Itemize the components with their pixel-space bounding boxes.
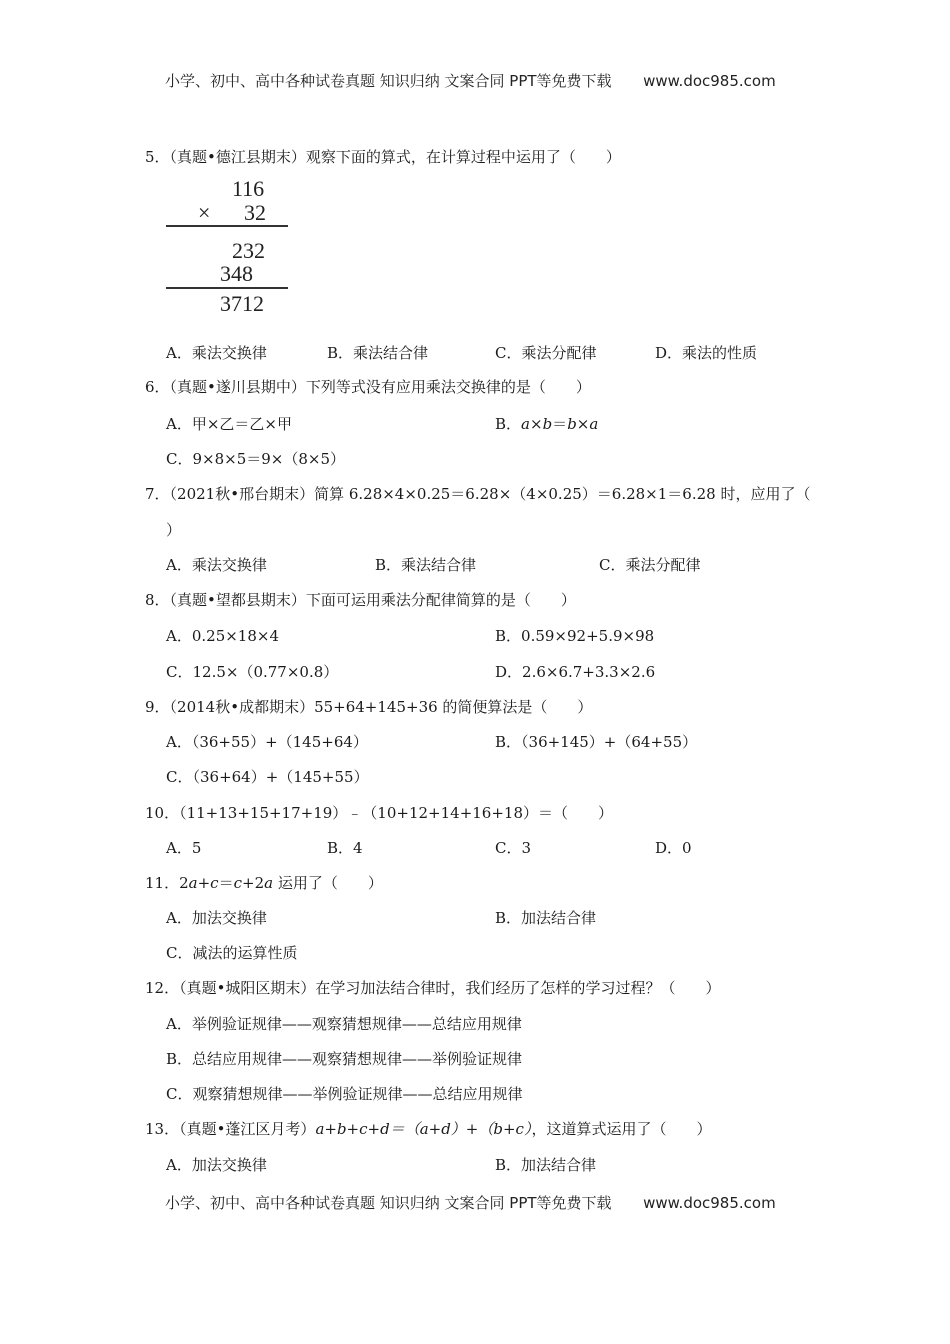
q8-option-a[interactable]: A．0.25×18×4 [166, 627, 279, 645]
q11-option-a[interactable]: A．加法交换律 [166, 909, 267, 927]
var-a: a [188, 874, 198, 892]
q10-option-a[interactable]: A．5 [166, 839, 202, 857]
question-5-stem: 5．（真题•德江县期末）观察下面的算式，在计算过程中运用了（ ） [145, 148, 621, 166]
q6-option-b[interactable] [495, 413, 598, 434]
question-7-stem: 7．（2021秋•邢台期末）简算 6.28×4×0.25＝6.28×（4×0.25）＝6.28×1＝6.28 时，应用了（ [145, 485, 811, 503]
q13-option-a[interactable]: A．加法交换律 [166, 1156, 267, 1174]
question-10-stem: 10．（11+13+15+17+19）﹣（10+12+14+16+18）＝（ ） [145, 804, 614, 822]
q6-option-a[interactable]: A．甲×乙＝乙×甲 [166, 415, 292, 433]
page-footer [165, 1192, 776, 1213]
question-8-stem: 8．（真题•望都县期末）下面可运用乘法分配律简算的是（ ） [145, 591, 576, 609]
var-a: a [589, 415, 599, 433]
equals-sign: ＝ [218, 874, 234, 892]
header-text: 小学、初中、高中各种试卷真题 知识归纳 文案合同 PPT等免费下载 [165, 72, 612, 90]
header-site: www.doc985.com [643, 72, 776, 90]
question-11-stem [145, 872, 383, 893]
q10-option-c[interactable]: C．3 [495, 839, 532, 857]
question-6-stem: 6．（真题•遂川县期中）下列等式没有应用乘法交换律的是（ ） [145, 378, 591, 396]
question-9-stem: 9．（2014秋•成都期末）55+64+145+36 的简便算法是（ ） [145, 698, 593, 716]
q13-equation: a+b+c+d＝（a+d）+（b+c） [315, 1120, 532, 1138]
q5-option-a[interactable]: A．乘法交换律 [166, 344, 267, 362]
calc-multiplicand: 116 [232, 176, 265, 201]
q6-option-c[interactable]: C．9×8×5＝9×（8×5） [166, 450, 346, 468]
q8-option-d[interactable]: D．2.6×6.7+3.3×2.6 [495, 663, 656, 681]
calc-partial-1: 232 [232, 238, 265, 263]
calc-partial-2: 348 [220, 261, 253, 286]
calc-times-sign: × [198, 200, 211, 225]
var-c: c [210, 874, 219, 892]
calc-rule-2 [166, 287, 288, 289]
times-sign: × [576, 415, 590, 433]
q10-option-b[interactable]: B．4 [327, 839, 363, 857]
q8-option-c[interactable]: C．12.5×（0.77×0.8） [166, 663, 339, 681]
q9-option-a[interactable]: A．（36+55）+（145+64） [166, 733, 368, 751]
q12-option-b[interactable]: B．总结应用规律——观察猜想规律——举例验证规律 [166, 1050, 523, 1068]
q12-option-a[interactable]: A．举例验证规律——观察猜想规律——总结应用规律 [166, 1015, 522, 1033]
calc-result: 3712 [220, 291, 264, 316]
q5-option-c[interactable]: C．乘法分配律 [495, 344, 597, 362]
footer-text: 小学、初中、高中各种试卷真题 知识归纳 文案合同 PPT等免费下载 [165, 1194, 612, 1212]
q11-tail: 运用了（ ） [273, 874, 383, 892]
q8-option-b[interactable]: B．0.59×92+5.9×98 [495, 627, 655, 645]
calc-multiplier: 32 [244, 200, 266, 225]
q13-option-b[interactable]: B．加法结合律 [495, 1156, 597, 1174]
var-a: a [264, 874, 274, 892]
q6-b-label: B． [495, 415, 522, 433]
q7-option-c[interactable]: C．乘法分配律 [599, 556, 701, 574]
calc-rule-1 [166, 225, 288, 227]
q13-tail: ，这道算式运用了（ ） [531, 1120, 712, 1138]
q13-source: 13．（真题•蓬江区月考） [145, 1120, 316, 1138]
q11-number: 11． [145, 874, 180, 892]
plus-sign: + [197, 874, 211, 892]
var-c: c [233, 874, 242, 892]
q5-option-d[interactable]: D．乘法的性质 [655, 344, 758, 362]
times-sign: × [529, 415, 543, 433]
var-a: a [521, 415, 530, 433]
q11-coef: 2 [179, 874, 189, 892]
footer-site: www.doc985.com [643, 1194, 776, 1212]
equals-sign: ＝ [552, 415, 568, 433]
q11-option-b[interactable]: B．加法结合律 [495, 909, 597, 927]
q5-option-b[interactable]: B．乘法结合律 [327, 344, 429, 362]
var-b: b [567, 415, 577, 433]
question-7-stem-end: ） [166, 521, 182, 539]
q10-option-d[interactable]: D．0 [655, 839, 692, 857]
plus-coef: +2 [242, 874, 265, 892]
page-header [165, 70, 776, 91]
q12-option-c[interactable]: C．观察猜想规律——举例验证规律——总结应用规律 [166, 1085, 523, 1103]
var-b: b [542, 415, 553, 433]
q9-option-b[interactable]: B．（36+145）+（64+55） [495, 733, 698, 751]
q11-option-c[interactable]: C．减法的运算性质 [166, 944, 298, 962]
question-12-stem: 12．（真题•城阳区期末）在学习加法结合律时，我们经历了怎样的学习过程？（ ） [145, 979, 721, 997]
q9-option-c[interactable]: C．（36+64）+（145+55） [166, 768, 369, 786]
q7-option-b[interactable]: B．乘法结合律 [375, 556, 477, 574]
question-13-stem [145, 1118, 711, 1139]
q7-option-a[interactable]: A．乘法交换律 [166, 556, 267, 574]
